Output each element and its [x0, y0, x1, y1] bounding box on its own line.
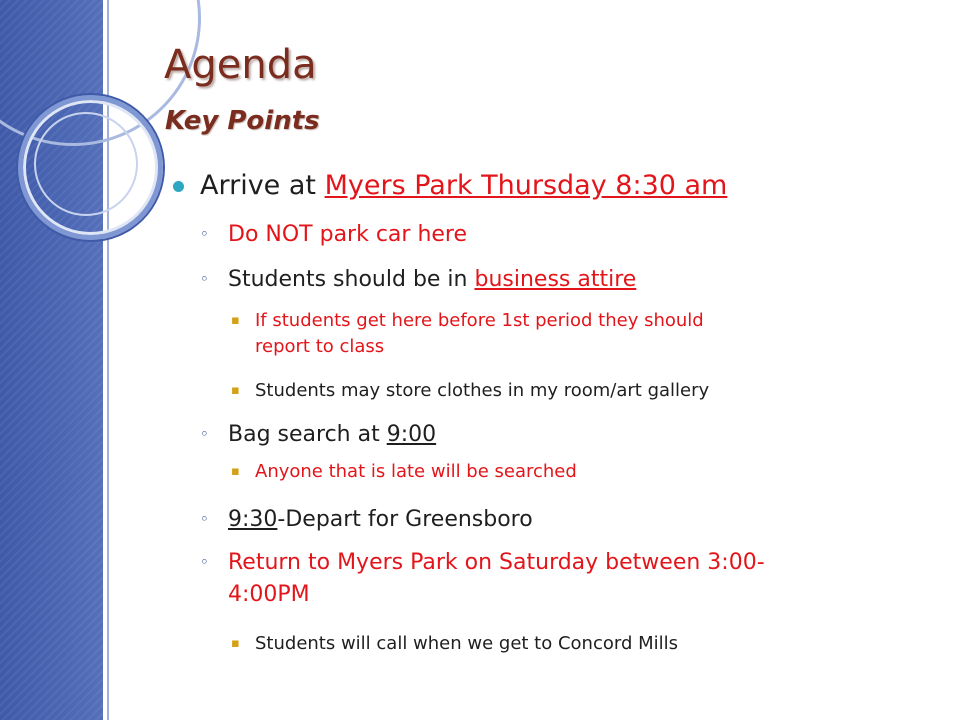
bag-search-text: Bag search at — [228, 422, 387, 447]
list-item-first-period-1: If students get here before 1st period they should — [255, 310, 704, 331]
bag-search-time: 9:00 — [386, 422, 437, 447]
list-item-late: Anyone that is late will be searched — [255, 461, 577, 482]
list-item-concord-mills: Students will call when we get to Concord Mills — [255, 633, 679, 654]
bullet-ring-icon: ◦ — [200, 425, 209, 443]
list-item-clothes: Students may store clothes in my room/art gallery — [255, 380, 710, 401]
depart-text: -Depart for Greensboro — [277, 507, 533, 532]
bullet-ring-icon: ◦ — [200, 270, 209, 288]
list-item-return-2: 4:00PM — [228, 582, 310, 607]
list-item-parking: Do NOT park car here — [228, 222, 468, 247]
attire-text: Students should be in — [228, 267, 475, 292]
bullet-square-icon: ▪ — [231, 313, 240, 328]
bullet-ring-icon: ◦ — [200, 225, 209, 243]
bullet-ring-icon: ◦ — [200, 553, 209, 571]
arrival-link[interactable]: Myers Park Thursday 8:30 am — [324, 170, 728, 201]
list-item-bag-search — [228, 422, 436, 447]
list-item-return-1: Return to Myers Park on Saturday between 3:00- — [228, 550, 765, 575]
list-item-arrival — [200, 170, 727, 201]
attire-link[interactable]: business attire — [474, 267, 637, 292]
bullet-dot-icon — [173, 181, 184, 192]
arrival-text: Arrive at — [200, 170, 325, 201]
list-item-depart — [228, 507, 533, 532]
list-item-attire — [228, 267, 636, 292]
bullet-square-icon: ▪ — [231, 383, 240, 398]
bullet-square-icon: ▪ — [231, 636, 240, 651]
slide-subtitle: Key Points — [165, 106, 320, 136]
bullet-ring-icon: ◦ — [200, 510, 209, 528]
slide-title: Agenda — [164, 42, 317, 88]
bullet-square-icon: ▪ — [231, 464, 240, 479]
depart-time: 9:30 — [228, 507, 278, 532]
list-item-first-period-2: report to class — [255, 336, 385, 357]
